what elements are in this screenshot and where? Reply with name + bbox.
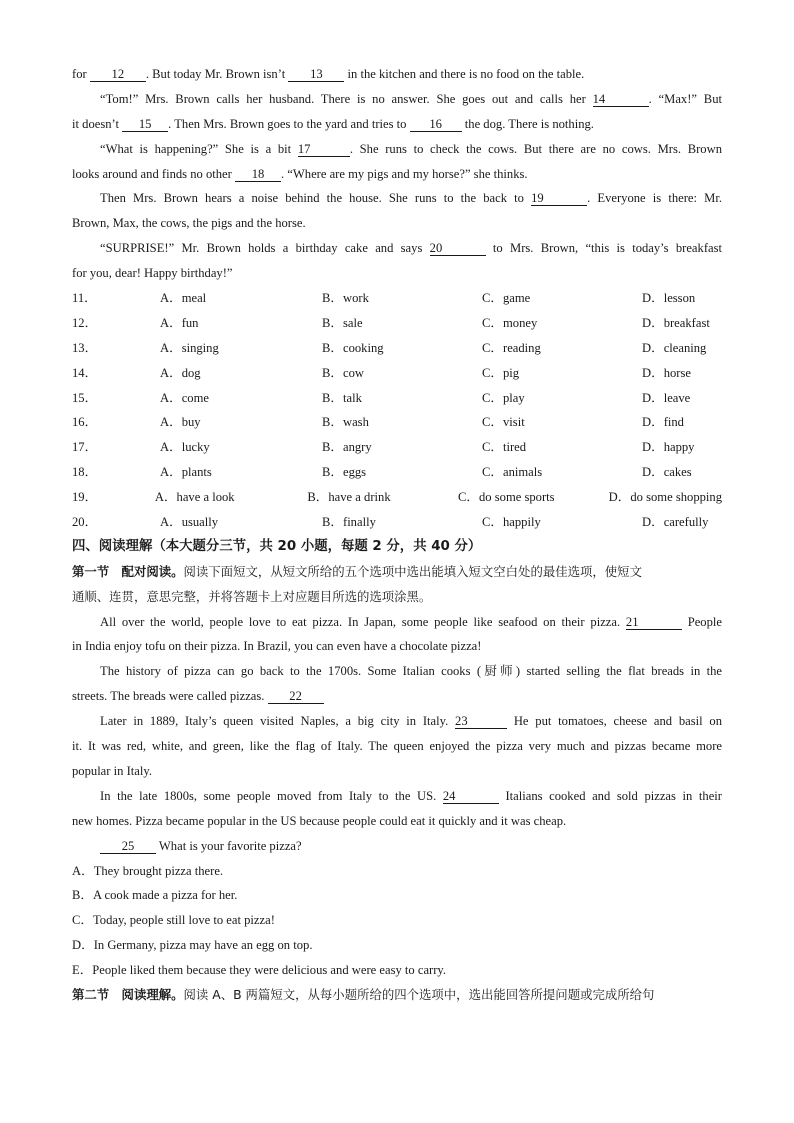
text: “What is happening?” She is a bit: [100, 141, 298, 156]
passage2-line: popular in Italy.: [72, 763, 152, 778]
choice-b[interactable]: B．A cook made a pizza for her.: [72, 888, 238, 903]
section-heading: 四、阅读理解（本大题分三节，共 20 小题，每题 2 分，共 40 分）: [72, 538, 482, 554]
option-d[interactable]: D．cakes: [642, 465, 692, 480]
text: 阅读下面短文，从短文所给的五个选项中选出能填入短文空白处的最佳选项，使短文: [183, 563, 642, 579]
passage1-line: [72, 112, 722, 137]
blank-20: 20: [430, 241, 486, 256]
passage1-line: [72, 261, 722, 286]
option-row-16: [72, 410, 722, 435]
option-d[interactable]: D．carefully: [642, 515, 709, 530]
option-row-12: [72, 311, 722, 336]
option-b[interactable]: B．work: [322, 291, 369, 306]
question-number: 20．: [72, 515, 98, 530]
choice-d[interactable]: D．In Germany, pizza may have an egg on top.: [72, 938, 313, 953]
option-row-14: [72, 361, 722, 386]
text: in the kitchen and there is no food on the table.: [344, 67, 585, 81]
text: . Then Mrs. Brown goes to the yard and tries to: [168, 116, 410, 131]
option-c[interactable]: C．happily: [482, 515, 541, 530]
text: for: [72, 67, 90, 81]
question-number: 13．: [72, 340, 98, 355]
option-a[interactable]: A．come: [160, 390, 209, 405]
text: . “Max!” But: [648, 91, 722, 106]
blank-19: 19: [531, 191, 587, 206]
option-d[interactable]: D．happy: [642, 440, 695, 455]
option-a[interactable]: A．usually: [160, 515, 219, 530]
option-b[interactable]: B．cow: [322, 365, 364, 380]
passage1-line: [72, 137, 722, 162]
question-number: 18．: [72, 465, 98, 480]
text: People: [681, 614, 722, 629]
blank-16: 16: [410, 117, 462, 132]
part2-label: 第二节 阅读理解。: [72, 986, 184, 1002]
text: He put tomatoes, cheese and basil on: [507, 714, 722, 729]
blank-12: 12: [90, 67, 146, 82]
question-number: 12．: [72, 315, 98, 330]
text: . Everyone is there: Mr.: [587, 191, 722, 206]
blank-17: 17: [298, 142, 350, 157]
passage1-line: [72, 87, 722, 112]
blank-13: 13: [288, 67, 344, 82]
option-d[interactable]: D．horse: [642, 365, 691, 380]
text: In the late 1800s, some people moved from Italy to the US.: [100, 788, 443, 803]
blank-22: 22: [268, 689, 324, 704]
option-a[interactable]: A．lucky: [160, 440, 210, 455]
option-a[interactable]: A．have a look: [154, 490, 235, 505]
text: All over the world, people love to eat pizza. In Japan, some people like seafood on their pizza.: [100, 614, 626, 629]
question-number: 14．: [72, 365, 98, 380]
option-c[interactable]: C．visit: [482, 415, 525, 430]
passage1-line: [72, 186, 722, 211]
passage1-line: [72, 236, 722, 261]
choice-c[interactable]: C．Today, people still love to eat pizza!: [72, 913, 275, 928]
option-b[interactable]: B．eggs: [322, 465, 367, 480]
option-d[interactable]: D．find: [642, 415, 684, 430]
passage2-line: [72, 610, 722, 635]
option-c[interactable]: C．tired: [482, 440, 527, 455]
text: 阅读 A、B 两篇短文，从每小题所给的四个选项中，选出能回答所提问题或完成所给句: [183, 986, 655, 1002]
text: streets. The breads were called pizzas.: [72, 689, 268, 704]
option-b[interactable]: B．talk: [322, 390, 362, 405]
part1-instruction: [72, 560, 722, 585]
question-number: 19．: [72, 490, 98, 505]
option-a[interactable]: A．plants: [160, 465, 212, 480]
option-row-20: [72, 510, 722, 535]
question-number: 17．: [72, 440, 98, 455]
blank-21: 21: [626, 615, 682, 630]
option-b[interactable]: B．finally: [322, 515, 376, 530]
text: What is your favorite pizza?: [156, 838, 302, 853]
blank-24: 24: [443, 789, 499, 804]
choice-e[interactable]: E．People liked them because they were delicious and were easy to carry.: [72, 963, 447, 978]
part1-instruction-cont: 通顺、连贯，意思完整，并将答题卡上对应题目所选的选项涂黑。: [72, 588, 432, 604]
text: “Tom!” Mrs. Brown calls her husband. There is no answer. She goes out and calls her: [100, 91, 593, 106]
part1-label: 第一节 配对阅读。: [72, 563, 184, 579]
option-row-18: [72, 460, 722, 485]
option-row-19: [72, 485, 722, 510]
option-a[interactable]: A．fun: [160, 315, 199, 330]
option-b[interactable]: B．sale: [322, 315, 363, 330]
option-c[interactable]: C．game: [482, 291, 531, 306]
text: . She runs to check the cows. But there are no cows. Mrs. Brown: [349, 141, 722, 156]
passage2-line: The history of pizza can go back to the 1700s. Some Italian cooks (厨师) started selling the flat breads in the: [100, 664, 722, 679]
text: . “Where are my pigs and my horse?” she thinks.: [281, 166, 528, 181]
option-row-15: [72, 386, 722, 411]
text: Italians cooked and sold pizzas in their: [498, 788, 722, 803]
question-number: 16．: [72, 415, 98, 430]
question-number: 11．: [72, 291, 97, 306]
question-number: 15．: [72, 390, 98, 405]
option-d[interactable]: D．breakfast: [642, 315, 710, 330]
option-c[interactable]: C．money: [482, 315, 538, 330]
option-b[interactable]: B．wash: [322, 415, 369, 430]
option-c[interactable]: C．pig: [482, 365, 520, 380]
option-row-13: [72, 336, 722, 361]
text: “SURPRISE!” Mr. Brown holds a birthday cake and says: [100, 241, 430, 256]
option-c[interactable]: C．animals: [482, 465, 543, 480]
text: it doesn’t: [72, 116, 123, 131]
option-c[interactable]: C．play: [482, 390, 525, 405]
text: . But today Mr. Brown isn’t: [145, 67, 289, 81]
text: Brown, Max, the cows, the pigs and the horse.: [72, 216, 306, 231]
option-d[interactable]: D．cleaning: [642, 340, 707, 355]
exam-page: [72, 62, 722, 1008]
option-b[interactable]: B．have a drink: [307, 490, 391, 505]
passage2-line: it. It was red, white, and green, like the flag of Italy. The queen enjoyed the pizza very much and pizzas became more: [72, 739, 722, 754]
text: Later in 1889, Italy’s queen visited Naples, a big city in Italy.: [100, 714, 456, 729]
choice-a[interactable]: A．They brought pizza there.: [72, 863, 224, 878]
option-a[interactable]: A．dog: [160, 365, 201, 380]
option-b[interactable]: B．cooking: [322, 340, 384, 355]
option-d[interactable]: D．leave: [642, 390, 691, 405]
passage1-line: [72, 162, 722, 187]
text: looks around and finds no other: [72, 166, 235, 181]
passage2-line: [72, 834, 722, 859]
passage2-line: [72, 709, 722, 734]
passage2-line: new homes. Pizza became popular in the US because people could eat it quickly and it was cheap.: [72, 813, 567, 828]
passage2-line: [72, 684, 722, 709]
passage1-line: [72, 62, 722, 87]
option-a[interactable]: A．meal: [160, 291, 207, 306]
text: to Mrs. Brown, “this is today’s breakfast: [485, 241, 722, 256]
option-b[interactable]: B．angry: [322, 440, 372, 455]
passage1-line: [72, 211, 722, 236]
blank-25: 25: [100, 839, 156, 854]
option-a[interactable]: A．buy: [160, 415, 201, 430]
options-list: [72, 286, 722, 535]
option-c[interactable]: C．reading: [482, 340, 541, 355]
blank-14: 14: [593, 92, 649, 107]
blank-18: 18: [235, 167, 281, 182]
option-row-17: [72, 435, 722, 460]
option-d[interactable]: D．lesson: [642, 291, 696, 306]
text: the dog. There is nothing.: [461, 116, 594, 131]
part2-instruction: [72, 983, 722, 1008]
passage2-line: [72, 784, 722, 809]
option-d[interactable]: D．do some shopping: [608, 490, 722, 505]
text: for you, dear! Happy birthday!”: [72, 266, 233, 281]
passage2-line: in India enjoy tofu on their pizza. In Brazil, you can even have a chocolate pizza!: [72, 639, 482, 654]
blank-15: 15: [122, 117, 168, 132]
option-row-11: [72, 286, 722, 311]
option-a[interactable]: A．singing: [160, 340, 219, 355]
text: Then Mrs. Brown hears a noise behind the house. She runs to the back to: [100, 191, 532, 206]
blank-23: 23: [455, 714, 507, 729]
option-c[interactable]: C．do some sports: [458, 490, 555, 505]
